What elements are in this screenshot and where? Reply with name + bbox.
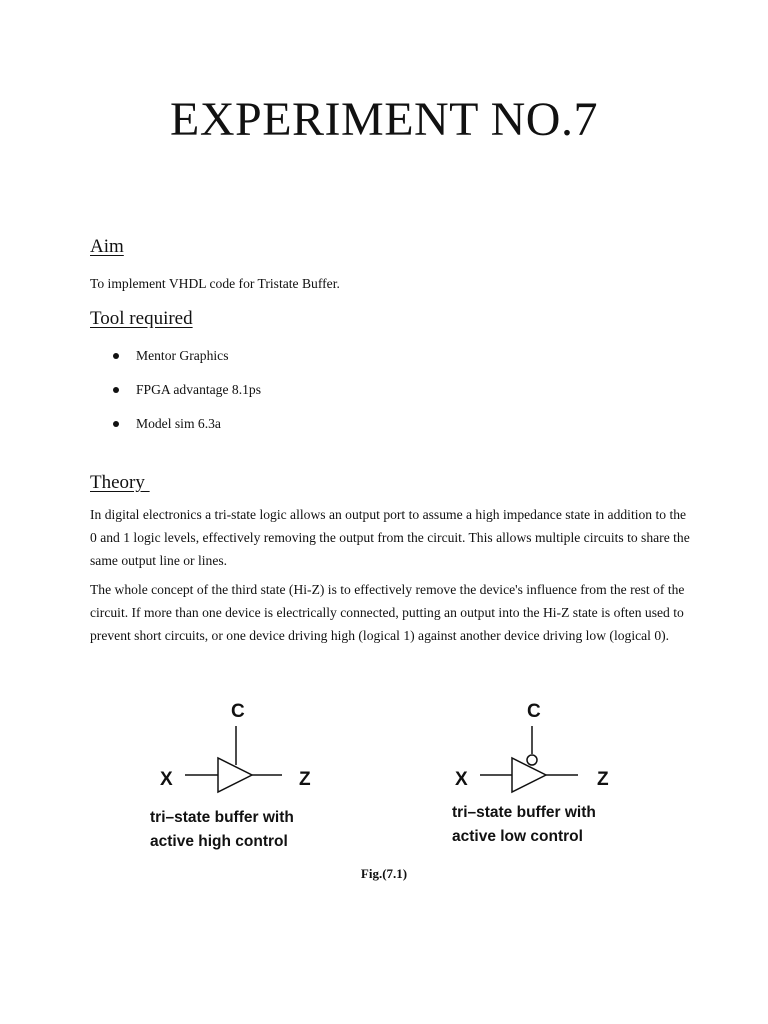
theory-heading: Theory <box>90 472 150 493</box>
list-item: Model sim 6.3a <box>113 413 261 447</box>
theory-paragraph-1: In digital electronics a tri-state logic allows an output port to assume a high impedance state in addition to the 0 and 1 logic levels, effectively removing the output from the circuit. This allows multiple circuits to share the same output line or lines. <box>90 507 690 568</box>
caption-line: tri–state buffer with <box>452 804 596 821</box>
list-item: FPGA advantage 8.1ps <box>113 379 261 413</box>
input-label: X <box>455 769 468 790</box>
tools-list <box>113 345 261 447</box>
caption-line: tri–state buffer with <box>150 809 294 826</box>
right-caption <box>452 801 596 849</box>
control-label: C <box>527 701 541 722</box>
left-caption <box>150 806 294 854</box>
inversion-bubble <box>527 755 537 765</box>
input-label: X <box>160 769 173 790</box>
theory-paragraph-2: The whole concept of the third state (Hi-Z) is to effectively remove the device's influence from the rest of the circuit. If more than one device is electrically connected, putting an output into the Hi-Z state is often used to prevent short circuits, or one device driving high (logical 1) against another device driving low (logical 0). <box>90 582 685 643</box>
figure-label: Fig.(7.1) <box>360 866 408 881</box>
aim-text: To implement VHDL code for Tristate Buffer. <box>90 276 340 291</box>
caption-line: active high control <box>150 833 288 850</box>
control-label: C <box>231 701 245 722</box>
output-label: Z <box>299 769 311 790</box>
tristate-buffer-diagram <box>0 690 768 800</box>
list-item: Mentor Graphics <box>113 345 261 379</box>
page-title: EXPERIMENT NO.7 <box>170 93 598 146</box>
caption-line: active low control <box>452 828 583 845</box>
tools-heading: Tool required <box>90 308 193 329</box>
output-label: Z <box>597 769 609 790</box>
buffer-triangle <box>218 758 252 792</box>
aim-heading: Aim <box>90 236 124 257</box>
